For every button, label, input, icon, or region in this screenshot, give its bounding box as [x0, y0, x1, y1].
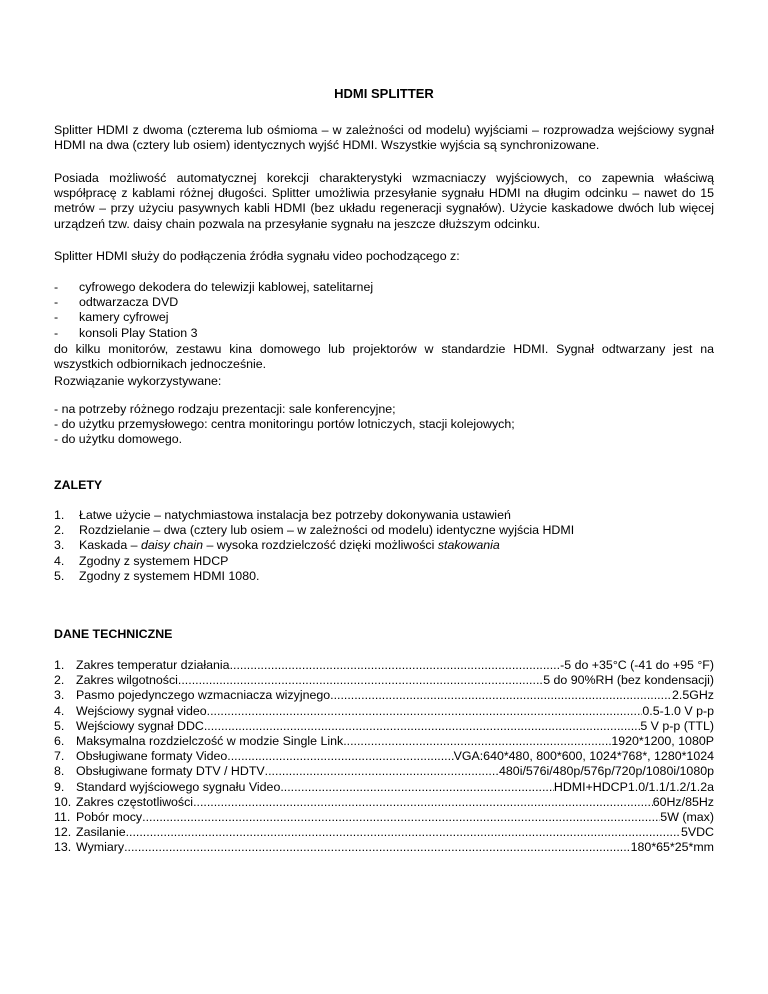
dot-leader — [126, 825, 681, 840]
source-list — [54, 280, 714, 341]
list-item: - cyfrowego dekodera do telewizji kablowej, satelitarnej — [54, 280, 374, 294]
spec-row: 6. Maksymalna rozdzielczość w modzie Single Link ..... 1920*1200, 1080P — [54, 734, 714, 749]
intro-paragraph-2: Posiada możliwość automatycznej korekcji charakterystyki wzmacniaczy wyjściowych, co zapewnia właściwą współpracę z kablami różnej długości. Splitter umożliwia przesyłanie sygnału HDMI na długim odcinku – nawet do 15 metrów – przy użyciu pasywnych kabli HDMI (bez układu regeneracji sygnałów). Użycie kaskadowe dwóch lub więcej urządzeń tzw. daisy chain pozwala na przesyłanie sygnału na jeszcze dłuższym odcinku. — [54, 171, 714, 231]
spec-row: 3. Pasmo pojedynczego wzmacniacza wizyjnego ..... 2.5GHz — [54, 688, 714, 703]
intro-paragraph-3: Splitter HDMI służy do podłączenia źródła sygnału video pochodzącego z: — [54, 249, 460, 263]
uses-list — [54, 402, 714, 448]
spec-row: 12. Zasilanie ..... 5VDC — [54, 825, 714, 840]
spec-row: 8. Obsługiwane formaty DTV / HDTV ..... 480i/576i/480p/576p/720p/1080i/1080p — [54, 764, 714, 779]
advantages-list — [54, 508, 714, 584]
specs-list — [54, 658, 714, 855]
spec-row: 2. Zakres wilgotności ..... 5 do 90%RH (bez kondensacji) — [54, 673, 714, 688]
list-item: - odtwarzacza DVD — [54, 295, 179, 310]
spec-row: 5. Wejściowy sygnał DDC ..... 5 V p-p (TTL) — [54, 719, 714, 734]
specs-heading: DANE TECHNICZNE — [54, 627, 173, 641]
dot-leader — [330, 688, 672, 703]
list-item: 2. Rozdzielanie – dwa (cztery lub osiem – w zależności od modelu) identyczne wyjścia HDMI — [54, 523, 575, 538]
dot-leader — [227, 749, 453, 764]
document-title: HDMI SPLITTER — [334, 86, 434, 101]
list-item: 4. Zgodny z systemem HDCP — [54, 553, 229, 568]
intro-paragraph-1: Splitter HDMI z dwoma (czterema lub ośmioma – w zależności od modelu) wyjściami – rozprowadza wejściowy sygnał HDMI na dwa (cztery lub osiem) identycznych wyjść HDMI. Wszystkie wyjścia są synchronizowane. — [54, 123, 714, 153]
spec-row: 11. Pobór mocy ..... 5W (max) — [54, 810, 714, 825]
spec-row: 1. Zakres temperatur działania ..... -5 do +35°C (-41 do +95 °F) — [54, 658, 714, 673]
dot-leader — [178, 673, 543, 688]
dot-leader — [193, 795, 653, 810]
list-item: - kamery cyfrowej — [54, 310, 169, 325]
dot-leader — [204, 719, 640, 734]
dot-leader — [124, 840, 631, 855]
spec-row: 4. Wejściowy sygnał video ..... 0.5-1.0 V p-p — [54, 704, 714, 719]
list-item: - do użytku przemysłowego: centra monitoringu portów lotniczych, stacji kolejowych; — [54, 417, 515, 432]
list-item: - do użytku domowego. — [54, 432, 183, 447]
spec-row: 13. Wymiary ..... 180*65*25*mm — [54, 840, 714, 855]
dot-leader — [265, 764, 499, 779]
intro-paragraph-5: Rozwiązanie wykorzystywane: — [54, 374, 222, 388]
spec-row: 10. Zakres częstotliwości ..... 60Hz/85Hz — [54, 795, 714, 810]
list-item: - konsoli Play Station 3 — [54, 325, 198, 340]
spec-row: 9. Standard wyjściowego sygnału Video ..... HDMI+HDCP1.0/1.1/1.2/1.2a — [54, 780, 714, 795]
list-item: - na potrzeby różnego rodzaju prezentacji: sale konferencyjne; — [54, 402, 396, 416]
spec-row: 7. Obsługiwane formaty Video ..... VGA:640*480, 800*600, 1024*768*, 1280*1024 — [54, 749, 714, 764]
dot-leader — [142, 810, 660, 825]
list-item: 3. Kaskada – daisy chain – wysoka rozdzielczość dzięki możliwości stakowania — [54, 538, 500, 553]
dot-leader — [343, 734, 611, 749]
list-item: 1. Łatwe użycie – natychmiastowa instalacja bez potrzeby dokonywania ustawień — [54, 508, 511, 522]
dot-leader — [230, 658, 561, 673]
document-page — [54, 0, 714, 994]
advantages-heading: ZALETY — [54, 478, 103, 492]
list-item: 5. Zgodny z systemem HDMI 1080. — [54, 568, 260, 583]
dot-leader — [280, 780, 554, 795]
dot-leader — [207, 704, 643, 719]
intro-paragraph-4: do kilku monitorów, zestawu kina domowego lub projektorów w standardzie HDMI. Sygnał odtwarzany jest na wszystkich odbiornikach jednocześnie. — [54, 342, 714, 372]
